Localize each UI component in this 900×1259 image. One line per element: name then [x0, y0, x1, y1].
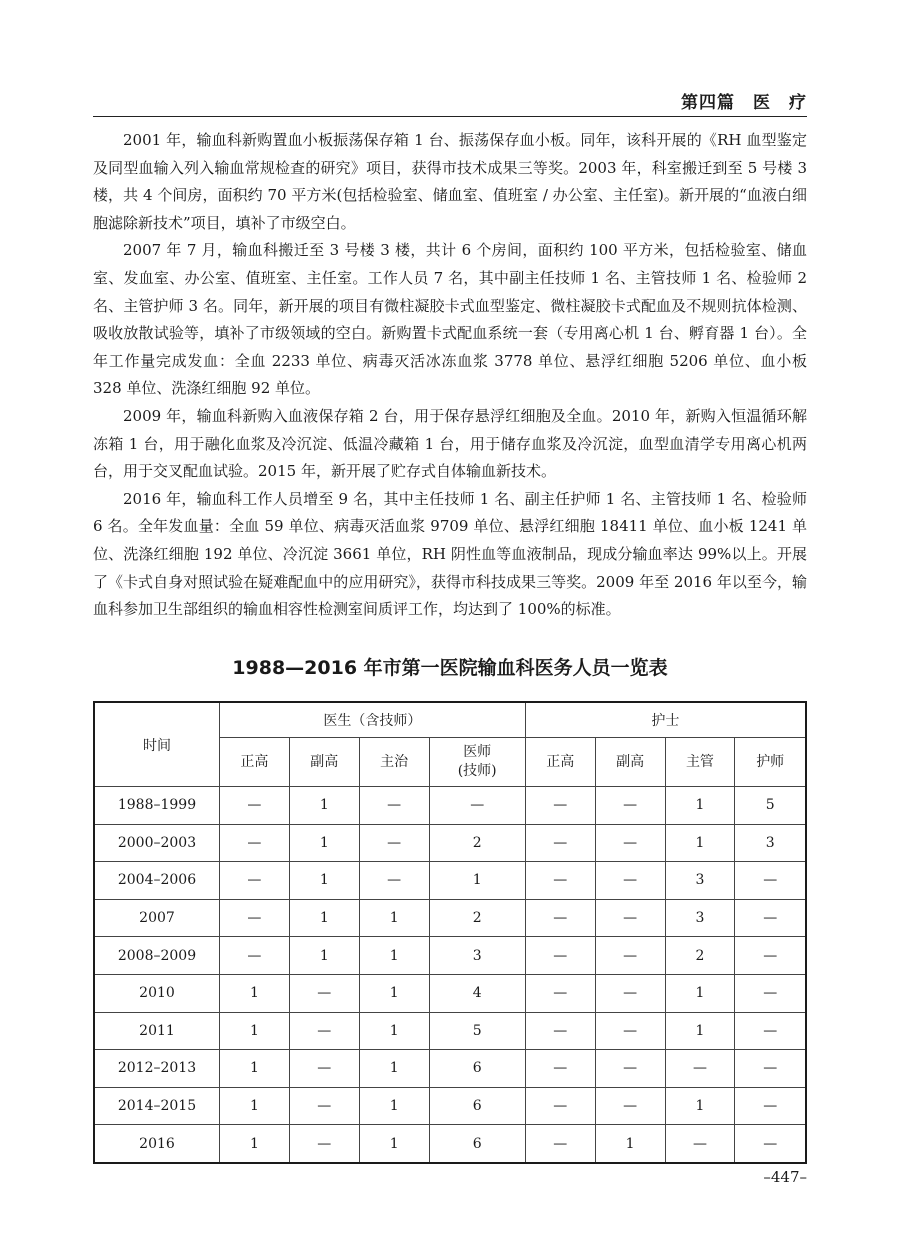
row-count-cell: 1: [220, 974, 290, 1012]
row-count-cell: 6: [429, 1050, 525, 1088]
row-count-cell: 1: [595, 1125, 665, 1163]
sub-header-6: 主管: [665, 738, 735, 787]
row-time-cell: 2007: [94, 899, 220, 937]
row-count-cell: 1: [289, 862, 359, 900]
sub-header-4: 正高: [525, 738, 595, 787]
row-count-cell: 1: [359, 1125, 429, 1163]
sub-header-5: 副高: [595, 738, 665, 787]
row-count-cell: —: [665, 1050, 735, 1088]
row-count-cell: 3: [665, 862, 735, 900]
row-count-cell: —: [595, 974, 665, 1012]
row-count-cell: —: [525, 1012, 595, 1050]
row-count-cell: —: [289, 974, 359, 1012]
row-count-cell: —: [289, 1087, 359, 1125]
page-header: [93, 84, 807, 117]
row-count-cell: 1: [289, 787, 359, 825]
row-count-cell: 3: [735, 824, 806, 862]
table-body: [94, 787, 806, 1163]
row-count-cell: —: [220, 824, 290, 862]
row-count-cell: 1: [359, 1012, 429, 1050]
row-count-cell: —: [525, 787, 595, 825]
row-count-cell: —: [220, 899, 290, 937]
row-time-cell: 2016: [94, 1125, 220, 1163]
table-row: [94, 1050, 806, 1088]
row-count-cell: —: [220, 787, 290, 825]
row-count-cell: —: [359, 824, 429, 862]
row-count-cell: —: [525, 824, 595, 862]
sub-header-2: 主治: [359, 738, 429, 787]
row-count-cell: 1: [220, 1125, 290, 1163]
row-count-cell: 2: [665, 937, 735, 975]
row-count-cell: 1: [665, 824, 735, 862]
row-count-cell: 3: [429, 937, 525, 975]
nurse-group-header: 护士: [525, 702, 806, 738]
row-count-cell: —: [525, 1087, 595, 1125]
row-count-cell: —: [595, 862, 665, 900]
row-count-cell: 1: [289, 899, 359, 937]
paragraph-2009: 2009 年，输血科新购入血液保存箱 2 台，用于保存悬浮红细胞及全血。2010 年，新购入恒温循环解冻箱 1 台，用于融化血浆及冷沉淀、低温冷藏箱 1 台，用于储存血浆及冷沉淀，血型血清学专用离心机两台，用于交叉配血试验。2015 年，新开展了贮存式自体输血新技术。: [93, 406, 807, 481]
row-count-cell: —: [525, 1125, 595, 1163]
row-count-cell: —: [735, 974, 806, 1012]
row-count-cell: 2: [429, 824, 525, 862]
row-count-cell: 6: [429, 1125, 525, 1163]
row-count-cell: 1: [665, 1012, 735, 1050]
row-time-cell: 2004–2006: [94, 862, 220, 900]
row-count-cell: —: [735, 862, 806, 900]
row-time-cell: 2014–2015: [94, 1087, 220, 1125]
row-count-cell: 1: [220, 1087, 290, 1125]
row-count-cell: —: [289, 1125, 359, 1163]
page-number: –447–: [763, 1168, 807, 1186]
staff-table: [93, 701, 807, 1164]
row-count-cell: —: [735, 1125, 806, 1163]
row-count-cell: —: [595, 1050, 665, 1088]
row-count-cell: —: [359, 862, 429, 900]
row-count-cell: —: [595, 899, 665, 937]
row-time-cell: 2008–2009: [94, 937, 220, 975]
row-count-cell: —: [735, 1012, 806, 1050]
row-count-cell: 1: [359, 1050, 429, 1088]
row-count-cell: 1: [289, 937, 359, 975]
table-row: [94, 1012, 806, 1050]
row-count-cell: 1: [359, 1087, 429, 1125]
row-count-cell: —: [289, 1012, 359, 1050]
row-count-cell: —: [595, 1012, 665, 1050]
row-count-cell: —: [735, 1087, 806, 1125]
row-time-cell: 2012–2013: [94, 1050, 220, 1088]
row-count-cell: —: [595, 787, 665, 825]
paragraph-2016: 2016 年，输血科工作人员增至 9 名，其中主任技师 1 名、副主任护师 1 名、主管技师 1 名、检验师 6 名。全年发血量：全血 59 单位、病毒灭活血浆 9709 单位、悬浮红细胞 18411 单位、血小板 1241 单位、洗涤红细胞 192 单位、冷沉淀 3661 单位，RH 阴性血等血液制品，现成分输血率达 99%以上。开展了《卡式自身对照试验在疑难配血中的应用研究》，获得市科技成果三等奖。2009 年至 2016 年以至今，输血科参加卫生部组织的输血相容性检测室间质评工作，均达到了 100%的标准。: [93, 489, 807, 619]
sub-header-1: 副高: [289, 738, 359, 787]
section-title: 第四篇 医 疗: [681, 93, 807, 113]
sub-header-3: 医师 (技师): [429, 738, 525, 787]
row-count-cell: 2: [429, 899, 525, 937]
row-time-cell: 1988–1999: [94, 787, 220, 825]
row-count-cell: —: [735, 1050, 806, 1088]
table-title: 1988—2016 年市第一医院输血科医务人员一览表: [232, 657, 668, 679]
paragraph-2007: 2007 年 7 月，输血科搬迁至 3 号楼 3 楼，共计 6 个房间，面积约 100 平方米，包括检验室、储血室、发血室、办公室、值班室、主任室。工作人员 7 名，其中副主任技师 1 名、主管技师 1 名、检验师 2 名、主管护师 3 名。同年，新开展的项目有微柱凝胶卡式血型鉴定、微柱凝胶卡式配血及不规则抗体检测、吸收放散试验等，填补了市级领域的空白。新购置卡式配血系统一套（专用离心机 1 台、孵育器 1 台）。全年工作量完成发血：全血 2233 单位、病毒灭活冰冻血浆 3778 单位、悬浮红细胞 5206 单位、血小板 328 单位、洗涤红细胞 92 单位。: [93, 241, 807, 398]
table-row: [94, 862, 806, 900]
row-count-cell: 1: [665, 1087, 735, 1125]
row-count-cell: 1: [359, 937, 429, 975]
sub-header-0: 正高: [220, 738, 290, 787]
row-count-cell: —: [525, 899, 595, 937]
row-count-cell: 1: [665, 787, 735, 825]
row-count-cell: 1: [359, 974, 429, 1012]
table-row: [94, 974, 806, 1012]
row-count-cell: 5: [735, 787, 806, 825]
row-count-cell: 1: [429, 862, 525, 900]
row-count-cell: 1: [665, 974, 735, 1012]
table-row: [94, 1087, 806, 1125]
row-count-cell: —: [595, 1087, 665, 1125]
row-count-cell: —: [220, 862, 290, 900]
row-count-cell: 4: [429, 974, 525, 1012]
table-row: [94, 1125, 806, 1163]
row-count-cell: 1: [359, 899, 429, 937]
row-count-cell: —: [525, 862, 595, 900]
row-count-cell: 1: [220, 1050, 290, 1088]
table-row: [94, 787, 806, 825]
row-count-cell: 1: [220, 1012, 290, 1050]
table-row: [94, 824, 806, 862]
row-count-cell: —: [665, 1125, 735, 1163]
row-count-cell: 6: [429, 1087, 525, 1125]
row-count-cell: —: [525, 1050, 595, 1088]
row-count-cell: 1: [289, 824, 359, 862]
row-count-cell: —: [429, 787, 525, 825]
time-header: 时间: [94, 702, 220, 787]
row-count-cell: —: [735, 937, 806, 975]
doctor-group-header: 医生（含技师）: [220, 702, 526, 738]
row-count-cell: —: [220, 937, 290, 975]
row-count-cell: —: [595, 824, 665, 862]
paragraph-2001: 2001 年，输血科新购置血小板振荡保存箱 1 台、振荡保存血小板。同年，该科开展的《RH 血型鉴定及同型血输入列入输血常规检查的研究》项目，获得市技术成果三等奖。2003 年，科室搬迁到至 5 号楼 3 楼，共 4 个间房，面积约 70 平方米(包括检验室、储血室、值班室 / 办公室、主任室)。新开展的“血液白细胞滤除新技术”项目，填补了市级空白。: [93, 131, 807, 232]
row-time-cell: 2000–2003: [94, 824, 220, 862]
row-time-cell: 2010: [94, 974, 220, 1012]
row-count-cell: —: [525, 937, 595, 975]
body-text: [93, 127, 807, 624]
row-count-cell: 3: [665, 899, 735, 937]
row-count-cell: —: [735, 899, 806, 937]
table-row: [94, 899, 806, 937]
row-count-cell: —: [595, 937, 665, 975]
row-count-cell: —: [359, 787, 429, 825]
row-count-cell: —: [289, 1050, 359, 1088]
row-count-cell: —: [525, 974, 595, 1012]
table-row: [94, 937, 806, 975]
row-count-cell: 5: [429, 1012, 525, 1050]
sub-header-7: 护师: [735, 738, 806, 787]
row-time-cell: 2011: [94, 1012, 220, 1050]
